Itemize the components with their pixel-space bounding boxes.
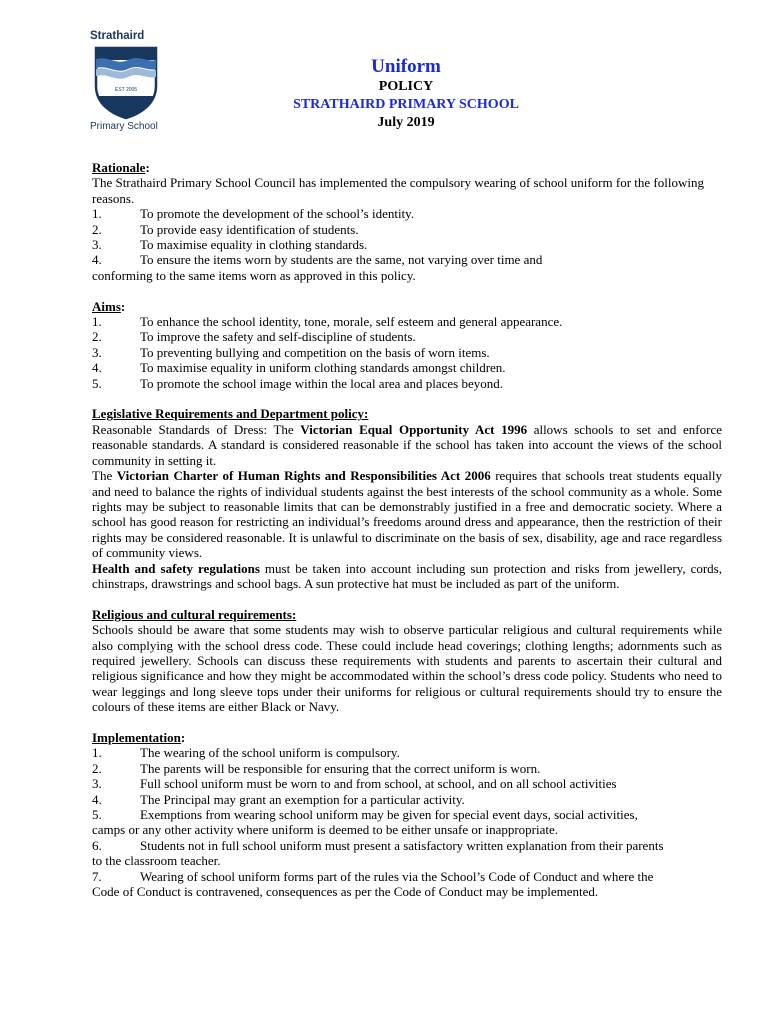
document-body: [92, 160, 722, 915]
school-name: STRATHAIRD PRIMARY SCHOOL: [293, 97, 519, 112]
legislative-paragraph-2: The Victorian Charter of Human Rights and Responsibilities Act 2006 requires that schools treat students equally and need to balance the rights of individual students against the best interests of the school community as a whole. Some rights may be subject to reasonable limits that can be demonstrably justified in a free and democratic society. Where a school has good reason for restricting an individual’s freedoms around dress and appearance, then the restriction of their rights may be considered reasonable. It is unlawful to discriminate on the basis of sex, disability, age and race regardless of community views.: [92, 468, 723, 561]
legislative-paragraph-1: Reasonable Standards of Dress: The Victorian Equal Opportunity Act 1996 allows schools to set and enforce reasonable standards. A standard is considered reasonable if the school has taken into account the views of the school community in setting it.: [92, 421, 722, 468]
list-item: 2. To improve the safety and self-discipline of students.: [92, 329, 416, 345]
religious-paragraph: Schools should be aware that some students may wish to observe particular religious and cultural requirements while also complying with the school dress code. These could include head coverings; clothing lengths; adornments such as required jewellery. Schools can discuss these requirements with students and parents to ascertain their cultural and religious significance and how they might be accommodated within the school’s dress code policy. Students who need to wear leggings and long sleeve tops under their uniforms for religious or cultural requirements should try to ensure the colours of these items are either Black or Navy.: [92, 622, 722, 715]
list-item: 1. The wearing of the school uniform is compulsory.: [92, 745, 400, 761]
rationale-heading: Rationale: [92, 160, 146, 175]
list-item: 3. Full school uniform must be worn to and from school, at school, and on all school activities: [92, 776, 617, 792]
list-item-continuation: conforming to the same items worn as approved in this policy.: [92, 267, 416, 283]
list-item-continuation: camps or any other activity where uniform is deemed to be either unsafe or inappropriate.: [92, 822, 559, 838]
list-item: 7. Wearing of school uniform forms part of the rules via the School’s Code of Conduct and where the: [92, 868, 654, 884]
legislative-heading: Legislative Requirements and Department policy:: [92, 406, 369, 422]
document-header: [200, 56, 612, 132]
list-item: 1. To promote the development of the school’s identity.: [92, 206, 415, 222]
rationale-section: Rationale: The Strathaird Primary School Council has implemented the compulsory wearing of school uniform for the following reasons. 1. To promote the development of the school’s identity. 2. To provide easy identification of students. 3. To maximise equality in clothing standards. 4. To ensure the items worn by students are the same, not varying over time and conforming to the same items worn as approved in this policy.: [92, 160, 722, 283]
list-item: 5. To promote the school image within the local area and places beyond.: [92, 375, 503, 391]
logo-est: EST 2005: [114, 87, 138, 93]
legislative-paragraph-3: Health and safety regulations must be taken into account including sun protection and risks from jewellery, cords, chinstraps, drawstrings and school bags. A sun protective hat must be included as part of the uniform.: [92, 560, 722, 591]
list-item: 2. The parents will be responsible for ensuring that the correct uniform is worn.: [92, 760, 541, 776]
logo-name: Strathaird: [90, 30, 145, 42]
list-item: 3. To preventing bullying and competition on the basis of worn items.: [92, 344, 490, 360]
legislative-section: [92, 406, 722, 591]
list-item-continuation: to the classroom teacher.: [92, 853, 221, 869]
implementation-section: Implementation: 1. The wearing of the school uniform is compulsory. 2. The parents will be responsible for ensuring that the correct uniform is worn. 3. Full school uniform must be worn to and from school, at school, and on all school activities 4. The Principal may grant an exemption for a particular activity. 5. Exemptions from wearing school uniform may be given for special event days, social activities, camps or any other activity where uniform is deemed to be either unsafe or inappropriate. 6. Students not in full school uniform must present a satisfactory written explanation from their parents to the classroom teacher. 7. Wearing of school uniform forms part of the rules via the School’s Code of Conduct and where the Code of Conduct is contravened, consequences as per the Code of Conduct may be implemented.: [92, 730, 722, 899]
religious-heading: Religious and cultural requirements:: [92, 606, 297, 622]
list-item-continuation: Code of Conduct is contravened, consequences as per the Code of Conduct may be implemented.: [92, 884, 599, 900]
list-item: 1. To enhance the school identity, tone, morale, self esteem and general appearance.: [92, 314, 563, 330]
rationale-intro: The Strathaird Primary School Council has implemented the compulsory wearing of school uniform for the following reasons.: [92, 175, 704, 206]
list-item: 4. The Principal may grant an exemption for a particular activity.: [92, 791, 465, 807]
aims-heading: Aims: [92, 298, 121, 314]
list-item: 6. Students not in full school uniform must present a satisfactory written explanation from their parents: [92, 837, 664, 853]
list-item: 5. Exemptions from wearing school uniform may be given for special event days, social activities,: [92, 807, 638, 822]
logo-subtitle: Primary School: [90, 121, 158, 132]
list-item: 4. To maximise equality in uniform clothing standards amongst children.: [92, 360, 506, 376]
aims-section: Aims: 1. To enhance the school identity, tone, morale, self esteem and general appearance. 2. To improve the safety and self-discipline of students. 3. To preventing bullying and competition on the basis of worn items. 4. To maximise equality in uniform clothing standards amongst children. 5. To promote the school image within the local area and places beyond.: [92, 299, 722, 391]
page-subtitle: POLICY: [378, 79, 434, 94]
logo-shield-icon: [94, 46, 158, 120]
policy-date: July 2019: [377, 115, 435, 130]
page-title: Uniform: [371, 56, 441, 77]
implementation-heading: Implementation: [92, 729, 181, 745]
list-item: 3. To maximise equality in clothing standards.: [92, 237, 368, 253]
list-item: 2. To provide easy identification of students.: [92, 221, 359, 237]
religious-section: [92, 607, 722, 715]
list-item: 4. To ensure the items worn by students are the same, not varying over time and: [92, 252, 543, 268]
school-logo: [88, 30, 168, 134]
